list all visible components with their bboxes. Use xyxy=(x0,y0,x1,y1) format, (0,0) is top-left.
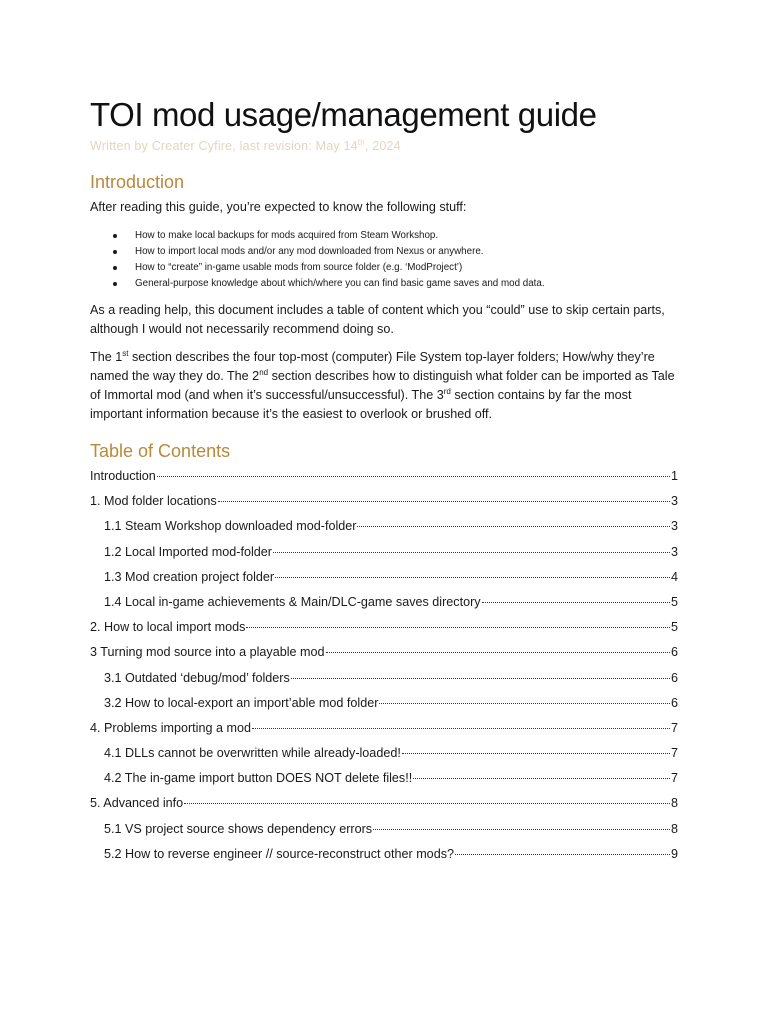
table-of-contents xyxy=(90,465,678,868)
document-title: TOI mod usage/management guide xyxy=(90,96,597,133)
toc-entry-page-number[interactable]: 6 xyxy=(670,695,678,710)
introduction-heading: Introduction xyxy=(90,172,185,192)
superscript: rd xyxy=(443,386,451,396)
bullet-icon xyxy=(113,282,117,286)
list-item-text: How to “create” in-game usable mods from source folder (e.g. ‘ModProject’) xyxy=(135,262,463,273)
toc-dot-leader xyxy=(379,702,670,704)
toc-heading: Table of Contents xyxy=(90,441,231,461)
introduction-paragraph-2 xyxy=(90,348,680,424)
toc-entry[interactable] xyxy=(90,792,678,817)
toc-entry-label[interactable]: 5. Advanced info xyxy=(90,796,184,811)
toc-entry-label[interactable]: 3.1 Outdated ‘debug/mod’ folders xyxy=(104,670,290,685)
toc-entry-label[interactable]: 1.3 Mod creation project folder xyxy=(104,569,275,584)
toc-dot-leader xyxy=(184,802,670,804)
toc-entry[interactable] xyxy=(90,717,678,742)
toc-entry[interactable] xyxy=(90,742,678,767)
list-item xyxy=(90,260,680,276)
superscript: nd xyxy=(259,367,269,377)
list-item xyxy=(90,276,680,292)
toc-entry-page-number[interactable]: 4 xyxy=(670,569,678,584)
toc-dot-leader xyxy=(252,727,670,729)
toc-entry-label[interactable]: 3 Turning mod source into a playable mod xyxy=(90,645,325,660)
introduction-paragraph-1: As a reading help, this document includes a table of content which you “could” use to skip certain parts, although I would not necessarily recommend doing so. xyxy=(90,303,665,336)
toc-entry-label[interactable]: Introduction xyxy=(90,469,156,483)
list-item-text: General-purpose knowledge about which/where you can find basic game saves and mod data. xyxy=(135,278,545,289)
subtitle-text: Written by Creater Cyfire, last revision: May 14 xyxy=(90,139,358,154)
list-item-text: How to make local backups for mods acquired from Steam Workshop. xyxy=(135,230,439,241)
subtitle-superscript: th xyxy=(357,138,365,147)
toc-entry[interactable] xyxy=(90,692,678,717)
toc-entry-page-number[interactable]: 7 xyxy=(670,720,678,735)
toc-entry[interactable] xyxy=(90,541,678,566)
toc-entry-page-number[interactable]: 8 xyxy=(670,821,678,836)
toc-dot-leader xyxy=(413,777,670,779)
toc-entry-label[interactable]: 1.1 Steam Workshop downloaded mod-folder xyxy=(104,519,357,534)
list-item xyxy=(90,228,680,244)
toc-dot-leader xyxy=(482,601,670,603)
paragraph-text: section describes the four top-most (computer) File System top-layer folders; How/why they’re named the way they do. The 2 xyxy=(90,350,655,383)
toc-entry-page-number[interactable]: 3 xyxy=(670,519,678,534)
toc-entry-page-number[interactable]: 7 xyxy=(670,746,678,761)
toc-dot-leader xyxy=(275,576,670,578)
toc-entry-page-number[interactable]: 5 xyxy=(670,620,678,635)
toc-entry[interactable] xyxy=(90,641,678,666)
toc-entry[interactable] xyxy=(90,465,678,490)
toc-dot-leader xyxy=(246,626,670,628)
toc-dot-leader xyxy=(357,525,670,527)
bullet-icon xyxy=(113,266,117,270)
toc-entry-page-number[interactable]: 1 xyxy=(670,469,678,483)
toc-entry[interactable] xyxy=(90,566,678,591)
toc-entry-label[interactable]: 2. How to local import mods xyxy=(90,620,246,635)
toc-entry-label[interactable]: 1.4 Local in-game achievements & Main/DLC-game saves directory xyxy=(104,594,481,609)
toc-entry-page-number[interactable]: 5 xyxy=(670,594,678,609)
toc-dot-leader xyxy=(326,651,670,653)
toc-dot-leader xyxy=(402,752,670,754)
toc-entry[interactable] xyxy=(90,591,678,616)
toc-entry-label[interactable]: 4.2 The in-game import button DOES NOT delete files!! xyxy=(104,771,413,786)
toc-dot-leader xyxy=(218,500,670,502)
paragraph-text: The 1 xyxy=(90,350,123,364)
subtitle-year: , 2024 xyxy=(364,139,401,154)
toc-entry[interactable] xyxy=(90,490,678,515)
introduction-lead: After reading this guide, you’re expected to know the following stuff: xyxy=(90,200,467,214)
bullet-icon xyxy=(113,250,117,254)
toc-entry-page-number[interactable]: 8 xyxy=(670,796,678,811)
toc-entry-page-number[interactable]: 6 xyxy=(670,645,678,660)
toc-dot-leader xyxy=(373,828,670,830)
document-subtitle xyxy=(90,138,401,153)
paragraph-text: section describes how to distinguish what folder can be imported as Tale of Immortal mod (and when it’s successful/unsuccessful). The 3 xyxy=(90,369,675,402)
toc-dot-leader xyxy=(455,853,670,855)
toc-entry[interactable] xyxy=(90,767,678,792)
toc-dot-leader xyxy=(291,677,670,679)
toc-entry-label[interactable]: 1.2 Local Imported mod-folder xyxy=(104,544,273,559)
list-item-text: How to import local mods and/or any mod downloaded from Nexus or anywhere. xyxy=(135,246,484,257)
toc-entry-page-number[interactable]: 6 xyxy=(670,670,678,685)
toc-dot-leader xyxy=(273,551,670,553)
toc-entry[interactable] xyxy=(90,515,678,540)
toc-entry[interactable] xyxy=(90,818,678,843)
toc-entry-label[interactable]: 1. Mod folder locations xyxy=(90,494,217,509)
toc-entry-label[interactable]: 4. Problems importing a mod xyxy=(90,720,251,735)
introduction-bullet-list xyxy=(90,228,680,292)
toc-entry-label[interactable]: 3.2 How to local-export an import’able mod folder xyxy=(104,695,379,710)
toc-dot-leader xyxy=(157,475,670,477)
paragraph-text: section contains by far the most important information because it’s the easiest to overlook or brushed off. xyxy=(90,388,632,421)
toc-entry-label[interactable]: 5.1 VS project source shows dependency errors xyxy=(104,821,373,836)
toc-entry-page-number[interactable]: 3 xyxy=(670,494,678,509)
superscript: st xyxy=(122,348,129,358)
list-item xyxy=(90,244,680,260)
toc-entry-label[interactable]: 4.1 DLLs cannot be overwritten while already-loaded! xyxy=(104,746,401,761)
toc-entry[interactable] xyxy=(90,667,678,692)
toc-entry-page-number[interactable]: 9 xyxy=(670,846,678,861)
toc-entry[interactable] xyxy=(90,843,678,868)
toc-entry-label[interactable]: 5.2 How to reverse engineer // source-reconstruct other mods? xyxy=(104,846,454,861)
toc-entry[interactable] xyxy=(90,616,678,641)
toc-entry-page-number[interactable]: 3 xyxy=(670,544,678,559)
toc-entry-page-number[interactable]: 7 xyxy=(670,771,678,786)
bullet-icon xyxy=(113,234,117,238)
